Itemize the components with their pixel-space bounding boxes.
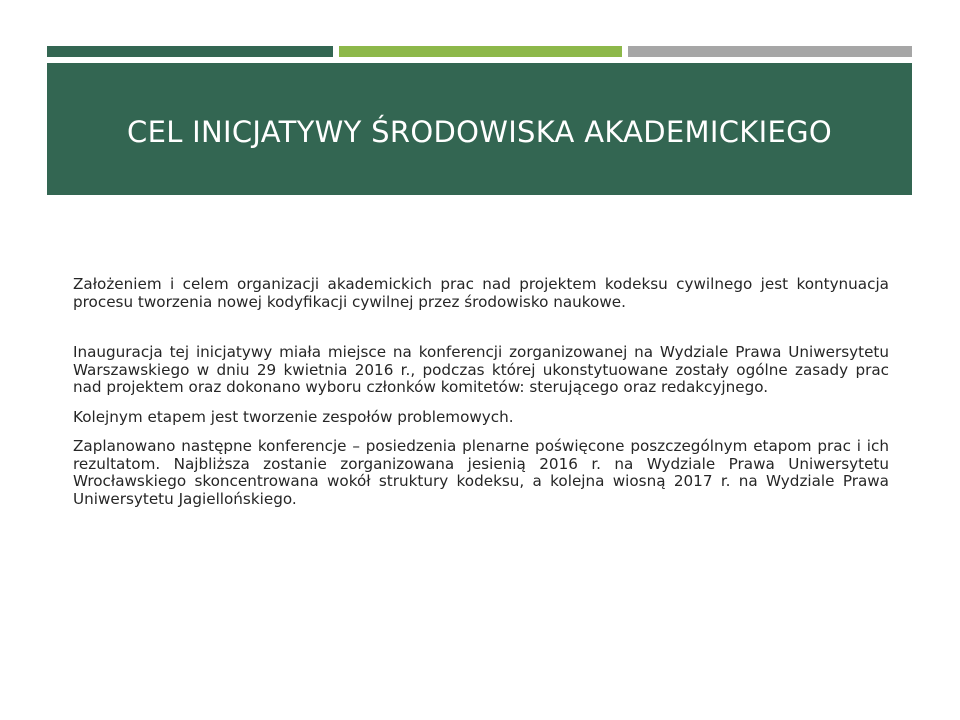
accent-bar-dark-green <box>47 46 333 57</box>
title-banner <box>47 63 912 195</box>
paragraph-inauguration: Inauguracja tej inicjatywy miała miejsce na konferencji zorganizowanej na Wydziale Prawa Uniwersytetu Warszawskiego w dniu 29 kwietnia 2016 r., podczas której ukonstytuowane zostały ogólne zasady prac nad projektem oraz dokonano wyboru członków komitetów: sterującego oraz redakcyjnego. <box>73 343 889 396</box>
slide-body <box>73 276 889 508</box>
slide-title: CEL INICJATYWY ŚRODOWISKA AKADEMICKIEGO <box>127 115 832 149</box>
accent-bar-light-green <box>339 46 622 57</box>
paragraph-next-stage: Kolejnym etapem jest tworzenie zespołów problemowych. <box>73 407 514 426</box>
paragraph-planned-conferences: Zaplanowano następne konferencje – posiedzenia plenarne poświęcone poszczególnym etapom prac i ich rezultatom. Najbliższa zostanie zorganizowana jesienią 2016 r. na Wydziale Prawa Uniwersytetu Wrocławskiego skoncentrowana wokół struktury kodeksu, a kolejna wiosną 2017 r. na Wydziale Prawa Uniwersytetu Jagiellońskiego. <box>73 437 889 508</box>
accent-bar-gray <box>628 46 912 57</box>
paragraph-goal: Założeniem i celem organizacji akademickich prac nad projektem kodeksu cywilnego jest kontynuacja procesu tworzenia nowej kodyfikacji cywilnej przez środowisko naukowe. <box>73 275 889 311</box>
